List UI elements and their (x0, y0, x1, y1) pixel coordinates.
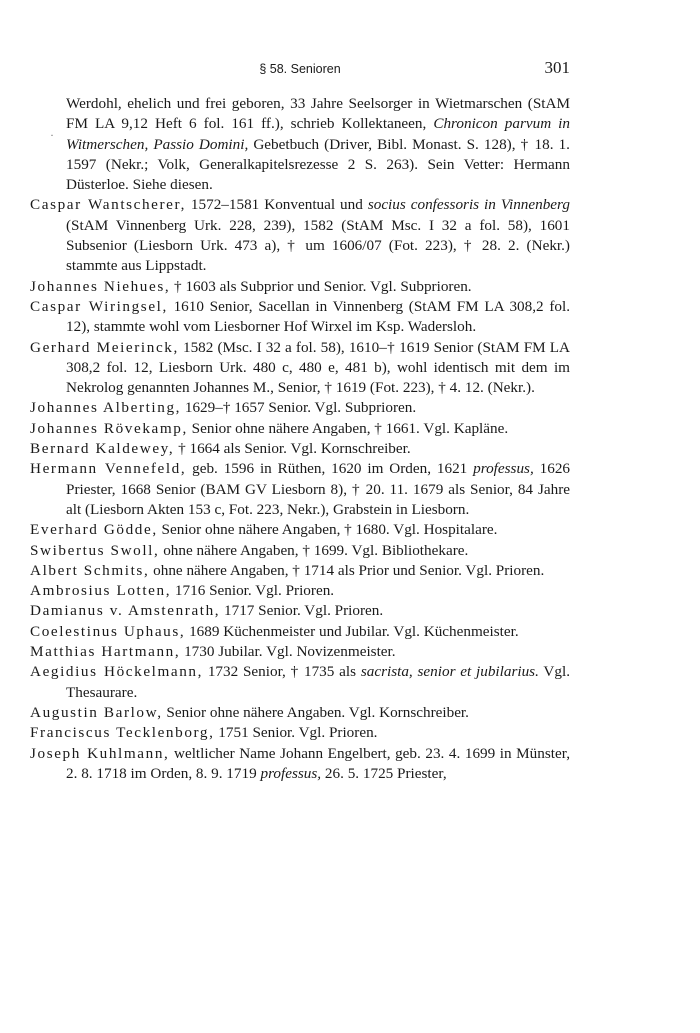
entry (30, 744, 570, 785)
entry-name: Augustin Barlow, (30, 703, 163, 721)
entry-text: 1582 (Msc. I 32 a fol. 58), 1610–† 1619 Senior (StAM FM LA 308,2 fol. 12, Liesborn Urk. 480 c, 480 e, 481 b), wohl identisch mit dem im Nekrolog genannten Johannes M., Senior, † 1619 (Fot. 223), † 4. 12. (Nekr.). (66, 338, 570, 397)
entry (30, 662, 570, 703)
entry-text: 1689 Küchenmeister und Jubilar. Vgl. Küchenmeister. (185, 622, 519, 640)
entry-text: 1717 Senior. Vgl. Prioren. (220, 602, 384, 620)
entry-text: 1610 Senior, Sacellan in Vinnenberg (StAM FM LA 308,2 fol. 12), stammte wohl vom Liesborner Hof Wirxel im Ksp. Wadersloh. (66, 297, 570, 336)
entry-italic-text: socius confessoris in Vinnenberg (367, 196, 570, 214)
entry (30, 541, 570, 561)
entry-text: ohne nähere Angaben, † 1699. Vgl. Bibliothekare. (159, 541, 469, 559)
entry-italic-text: Chronicon parvum in Witmerschen, Passio Domini, (66, 115, 570, 153)
page-number: 301 (544, 58, 570, 77)
entry-text: 1629–† 1657 Senior. Vgl. Subprioren. (181, 399, 417, 417)
entry (30, 723, 570, 743)
entry (30, 622, 570, 642)
entry-name: Caspar Wantscherer, (30, 196, 186, 214)
entry-name: Matthias Hartmann, (30, 643, 181, 661)
entry-text: Vgl. Thesaurare. (66, 663, 570, 701)
entry-name: Johannes Niehues, (30, 277, 171, 295)
entry-name: Coelestinus Uphaus, (30, 622, 186, 640)
entry-name: Damianus v. Amstenrath, (30, 602, 221, 620)
entry (30, 94, 570, 195)
running-header (30, 58, 570, 82)
entry-text: (StAM Vinnenberg Urk. 228, 239), 1582 (StAM Msc. I 32 a fol. 58), 1601 Subsenior (Liesborn Urk. 473 a), † um 1606/07 (Fot. 223), † 28. 2. (Nekr.) stammte aus Lippstadt. (66, 216, 570, 275)
entry (30, 581, 570, 601)
entry-name: Ambrosius Lotten, (30, 582, 172, 600)
entry-text: weltlicher Name Johann Engelbert, geb. 23. 4. 1699 in Münster, 2. 8. 1718 im Orden, 8. 9. 1719 (66, 744, 570, 782)
entry (30, 277, 570, 297)
entry-italic-text: professus, (473, 460, 534, 478)
entry-text: 1730 Jubilar. Vgl. Novizenmeister. (180, 643, 396, 661)
entry-text: Werdohl, ehelich und frei geboren, 33 Jahre Seelsorger in Wietmarschen (StAM FM LA 9,12 Heft 6 fol. 161 ff.), schrieb Kollektaneen, (66, 95, 570, 133)
entry-name: Swibertus Swoll, (30, 541, 160, 559)
entry (30, 398, 570, 418)
entry-text: Senior ohne nähere Angaben. Vgl. Kornschreiber. (162, 703, 469, 721)
entry (30, 703, 570, 723)
entry-italic-text: sacrista, senior et jubilarius. (360, 663, 539, 681)
entry (30, 419, 570, 439)
entry-name: Gerhard Meierinck, (30, 338, 179, 356)
entry (30, 338, 570, 399)
entry-name: Johannes Alberting, (30, 399, 182, 417)
entry (30, 601, 570, 621)
entry (30, 297, 570, 338)
entry-name: Albert Schmits, (30, 561, 150, 579)
entry (30, 195, 570, 276)
entry-name: Bernard Kaldewey, (30, 440, 175, 458)
entry-name: Caspar Wiringsel, (30, 297, 168, 315)
entry-name: Johannes Rövekamp, (30, 419, 188, 437)
entry-text: ohne nähere Angaben, † 1714 als Prior und Senior. Vgl. Prioren. (149, 561, 545, 579)
entry (30, 561, 570, 581)
margin-mark: · (50, 128, 54, 142)
entry-name: Everhard Gödde, (30, 521, 158, 539)
entry-text: 1751 Senior. Vgl. Prioren. (214, 724, 378, 742)
entry (30, 642, 570, 662)
entry (30, 459, 570, 520)
entry-name: Joseph Kuhlmann, (30, 744, 170, 762)
entry-text: Gebetbuch (Driver, Bibl. Monast. S. 128), † 18. 1. 1597 (Nekr.; Volk, Generalkapitelsrezesse 2 S. 263). Sein Vetter: Hermann Düsterloe. Siehe diesen. (66, 135, 570, 194)
entry-text: 1716 Senior. Vgl. Prioren. (171, 582, 335, 600)
entry-text: 1626 Priester, 1668 Senior (BAM GV Liesborn 8), † 20. 11. 1679 als Senior, 84 Jahre alt (Liesborn Akten 153 c, Fot. 223, Nekr.), Grabstein in Liesborn. (66, 460, 571, 518)
entry-text: 1732 Senior, † 1735 als (203, 663, 361, 681)
entry-text: † 1603 als Subprior und Senior. Vgl. Subprioren. (170, 277, 472, 295)
entry-name: Franciscus Tecklenborg, (30, 724, 215, 742)
entry-name: Aegidius Höckelmann, (30, 663, 204, 681)
entry-text: 26. 5. 1725 Priester, (321, 764, 447, 782)
entry (30, 439, 570, 459)
section-title: § 58. Senioren (259, 62, 341, 76)
entry-list (30, 94, 570, 784)
entry-text: Senior ohne nähere Angaben, † 1661. Vgl. Kapläne. (187, 419, 509, 437)
entry-italic-text: professus, (260, 764, 322, 782)
entry-text: 1572–1581 Konventual und (185, 196, 368, 214)
entry-text: Senior ohne nähere Angaben, † 1680. Vgl. Hospitalare. (157, 521, 498, 539)
entry (30, 520, 570, 540)
entry-text: † 1664 als Senior. Vgl. Kornschreiber. (174, 440, 411, 458)
entry-name: Hermann Vennefeld, (30, 460, 187, 478)
entry-text: geb. 1596 in Rüthen, 1620 im Orden, 1621 (186, 460, 474, 478)
